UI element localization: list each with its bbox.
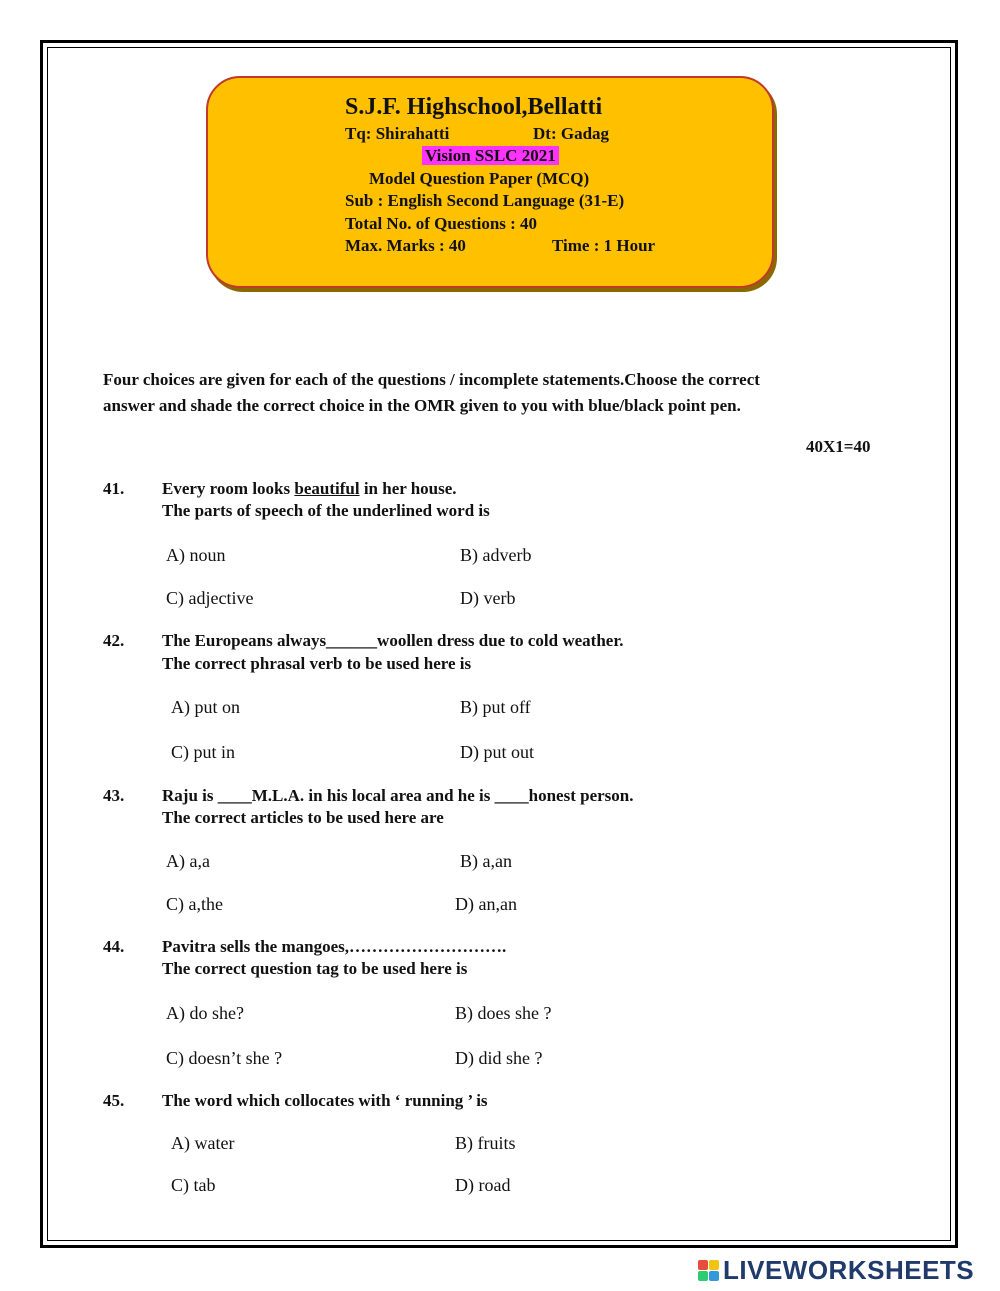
question-42-number: 42. (103, 631, 125, 650)
school-name: S.J.F. Highschool,Bellatti (345, 94, 603, 120)
question-45-option-d[interactable]: D) road (455, 1175, 511, 1195)
question-45-text: The word which collocates with ‘ running ’ is (162, 1091, 488, 1110)
question-44-text: Pavitra sells the mangoes,………………………. (162, 937, 507, 956)
instructions-line-1: Four choices are given for each of the questions / incomplete statements.Choose the correct (103, 370, 760, 389)
question-44-option-d[interactable]: D) did she ? (455, 1048, 543, 1068)
question-42-option-d[interactable]: D) put out (460, 742, 534, 762)
district: Dt: Gadag (533, 124, 610, 143)
logo-square-2 (709, 1260, 719, 1270)
question-44-option-b[interactable]: B) does she ? (455, 1003, 552, 1023)
question-41-option-a[interactable]: A) noun (166, 545, 226, 565)
question-41-prompt: The parts of speech of the underlined word is (162, 501, 490, 520)
taluk: Tq: Shirahatti (345, 124, 450, 143)
logo-square-1 (698, 1260, 708, 1270)
question-41-text-pre: Every room looks (162, 479, 295, 498)
instructions (103, 367, 893, 419)
liveworksheets-logo[interactable] (698, 1256, 974, 1284)
logo-square-3 (698, 1271, 708, 1281)
question-42-text: The Europeans always______woollen dress due to cold weather. (162, 631, 624, 650)
paper-title: Model Question Paper (MCQ) (369, 169, 590, 188)
question-43-option-c[interactable]: C) a,the (166, 894, 223, 914)
vision-highlight: Vision SSLC 2021 (422, 146, 559, 165)
underlined-word: beautiful (294, 479, 360, 498)
liveworksheets-logo-text: LIVEWORKSHEETS (723, 1254, 975, 1285)
question-44-number: 44. (103, 937, 125, 956)
vision-title (422, 146, 559, 166)
question-43-option-b[interactable]: B) a,an (460, 851, 512, 871)
question-41-text-post: in her house. (359, 479, 457, 498)
question-42-option-b[interactable]: B) put off (460, 697, 531, 717)
question-44-prompt: The correct question tag to be used here is (162, 959, 468, 978)
question-42-prompt: The correct phrasal verb to be used here is (162, 654, 472, 673)
time: Time : 1 Hour (552, 236, 656, 255)
instructions-line-2: answer and shade the correct choice in the OMR given to you with blue/black point pen. (103, 396, 741, 415)
max-marks: Max. Marks : 40 (345, 236, 466, 255)
question-41-option-d[interactable]: D) verb (460, 588, 516, 608)
question-43-option-a[interactable]: A) a,a (166, 851, 210, 871)
question-41-option-b[interactable]: B) adverb (460, 545, 532, 565)
question-43-prompt: The correct articles to be used here are (162, 808, 444, 827)
total-questions: Total No. of Questions : 40 (345, 214, 538, 233)
question-41-text (162, 479, 457, 499)
question-41-option-c[interactable]: C) adjective (166, 588, 254, 608)
question-44-option-c[interactable]: C) doesn’t she ? (166, 1048, 283, 1068)
question-45-option-c[interactable]: C) tab (171, 1175, 216, 1195)
question-42-option-a[interactable]: A) put on (171, 697, 240, 717)
question-44-option-a[interactable]: A) do she? (166, 1003, 244, 1023)
liveworksheets-logo-icon (698, 1260, 719, 1281)
question-43-option-d[interactable]: D) an,an (455, 894, 517, 914)
question-45-option-b[interactable]: B) fruits (455, 1133, 516, 1153)
question-45-option-a[interactable]: A) water (171, 1133, 235, 1153)
question-42-option-c[interactable]: C) put in (171, 742, 236, 762)
logo-square-4 (709, 1271, 719, 1281)
marks-scheme: 40X1=40 (806, 437, 871, 456)
question-43-text: Raju is ____M.L.A. in his local area and he is ____honest person. (162, 786, 634, 805)
question-45-number: 45. (103, 1091, 125, 1110)
question-43-number: 43. (103, 786, 125, 805)
subject: Sub : English Second Language (31-E) (345, 191, 625, 210)
question-41-number: 41. (103, 479, 125, 498)
